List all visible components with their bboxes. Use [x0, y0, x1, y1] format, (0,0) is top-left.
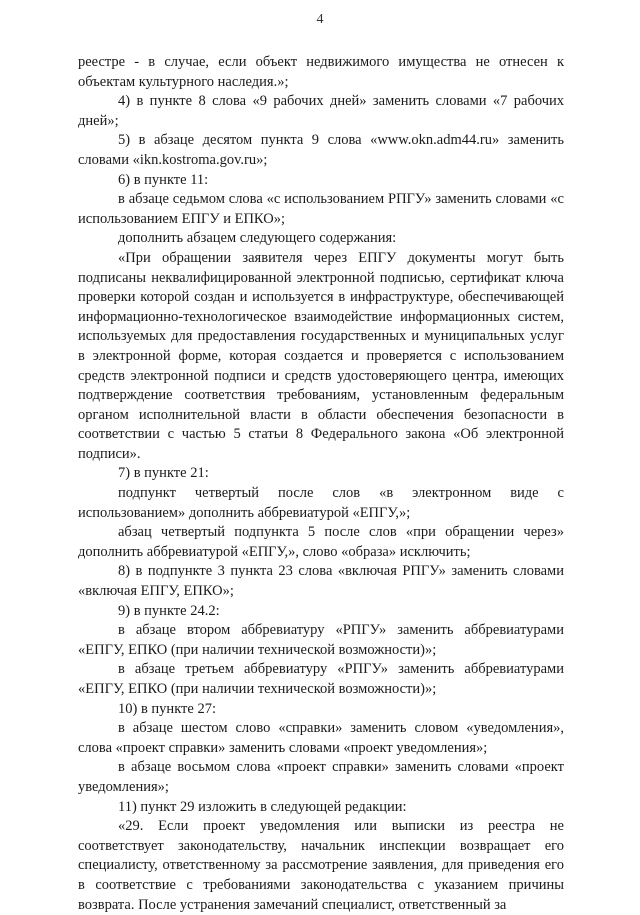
paragraph: в абзаце третьем аббревиатуру «РПГУ» заменить аббревиатурами «ЕПГУ, ЕПКО (при наличии технической возможности)»;	[78, 661, 564, 697]
paragraph: 5) в абзаце десятом пункта 9 слова «www.okn.adm44.ru» заменить словами «ikn.kostroma.gov.ru»;	[78, 132, 564, 168]
paragraph: 10) в пункте 27:	[118, 700, 216, 717]
paragraph: в абзаце втором аббревиатуру «РПГУ» заменить аббревиатурами «ЕПГУ, ЕПКО (при наличии технической возможности)»;	[78, 622, 564, 658]
paragraph: в абзаце седьмом слова «с использованием РПГУ» заменить словами «с использованием ЕПГУ и ЕПКО»;	[78, 191, 564, 227]
paragraph: 9) в пункте 24.2:	[118, 602, 220, 619]
paragraph: в абзаце восьмом слова «проект справки» заменить словами «проект уведомления»;	[78, 759, 564, 795]
document-body	[78, 53, 564, 915]
paragraph: 7) в пункте 21:	[118, 465, 209, 482]
paragraph: реестре - в случае, если объект недвижимого имущества не отнесен к объектам культурного наследия.»;	[78, 54, 564, 90]
paragraph: 11) пункт 29 изложить в следующей редакции:	[118, 798, 407, 815]
paragraph: 6) в пункте 11:	[118, 171, 209, 188]
paragraph: 8) в подпункте 3 пункта 23 слова «включая РПГУ» заменить словами «включая ЕПГУ, ЕПКО»;	[78, 563, 564, 600]
paragraph: «29. Если проект уведомления или выписки из реестра не соответствует законодательству, начальник инспекции возвращает его специалисту, ответственному за рассмотрение заявления, для приведения его в соответствие с требованиями законодательства с указанием причины возврата. После устранения замечаний специалист, ответственный за	[78, 818, 564, 913]
paragraph: 4) в пункте 8 слова «9 рабочих дней» заменить словами «7 рабочих дней»;	[78, 93, 564, 129]
paragraph: подпункт четвертый после слов «в электронном виде с использованием» дополнить аббревиатурой «ЕПГУ,»;	[78, 485, 564, 521]
paragraph: дополнить абзацем следующего содержания:	[118, 230, 397, 247]
page-number: 4	[316, 12, 324, 27]
paragraph: абзац четвертый подпункта 5 после слов «при обращении через» дополнить аббревиатурой «ЕПГУ,», слово «образа» исключить;	[78, 524, 564, 560]
paragraph: в абзаце шестом слово «справки» заменить словом «уведомления», слова «проект справки» заменить словами «проект уведомления»;	[78, 720, 564, 756]
paragraph: «При обращении заявителя через ЕПГУ документы могут быть подписаны неквалифицированной электронной подписью, сертификат ключа проверки которой создан и используется в инфраструктуре, обеспечивающей информационно-технологическое взаимодействие информационных систем, используемых для предоставления государственных и муниципальных услуг в электронной форме, которая создается и проверяется с использованием средств электронной подписи и средств удостоверяющего центра, имеющих подтверждение соответствия требованиям, установленным федеральным органом исполнительной власти в области обеспечения безопасности в соответствии с частью 5 статьи 8 Федерального закона «Об электронной подписи».	[78, 249, 564, 462]
